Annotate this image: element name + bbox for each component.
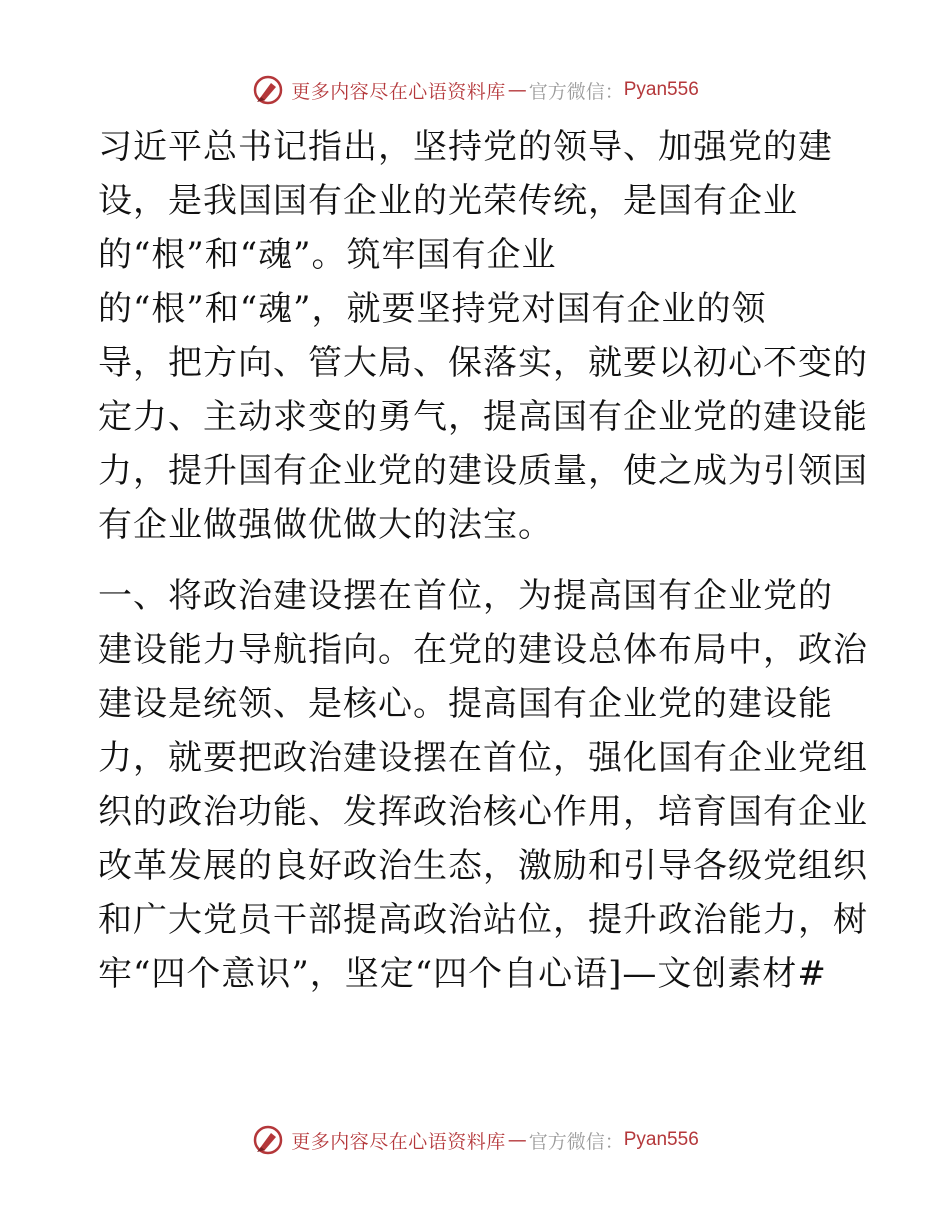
banner-wechat-label: 官方微信： bbox=[528, 80, 624, 103]
text-line: 建设是统领、是核心。提高国有企业党的建设能 bbox=[98, 684, 833, 724]
banner-title: 更多内容尽在心语资料库 bbox=[291, 80, 506, 103]
text-line: 一、将政治建设摆在首位，为提高国有企业党的 bbox=[98, 576, 833, 616]
text-line: 有企业做强做优做大的法宝。 bbox=[98, 505, 553, 545]
text-line: 建设能力导航指向。在党的建设总体布局中，政治 bbox=[98, 630, 868, 670]
text-line: 的“根”和“魂”。筑牢国有企业 bbox=[98, 235, 557, 275]
header-banner bbox=[0, 70, 950, 110]
text-line: 改革发展的良好政治生态，激励和引导各级党组织 bbox=[98, 846, 868, 886]
document-body bbox=[98, 120, 868, 1001]
pen-logo-icon bbox=[251, 1123, 285, 1157]
text-line: 力，就要把政治建设摆在首位，强化国有企业党组 bbox=[98, 738, 868, 778]
banner-wechat-label: 官方微信： bbox=[528, 1130, 624, 1153]
text-line: 设，是我国国有企业的光荣传统，是国有企业 bbox=[98, 181, 798, 221]
paragraph-1 bbox=[98, 120, 868, 552]
paragraph-2 bbox=[98, 569, 868, 1001]
text-line: 织的政治功能、发挥政治核心作用，培育国有企业 bbox=[98, 792, 868, 832]
text-line: 的“根”和“魂”，就要坚持党对国有企业的领 bbox=[98, 289, 767, 329]
banner-wechat-id: Pyan556 bbox=[623, 1129, 699, 1150]
banner-title: 更多内容尽在心语资料库 bbox=[291, 1130, 506, 1153]
text-line: 导，把方向、管大局、保落实，就要以初心不变的 bbox=[98, 343, 868, 383]
paragraph-gap bbox=[98, 552, 858, 569]
banner-separator: — bbox=[507, 1129, 527, 1151]
text-line: 定力、主动求变的勇气，提高国有企业党的建设能 bbox=[98, 397, 868, 437]
text-line: 牢“四个意识”，坚定“四个自心语]—文创素材# bbox=[98, 954, 827, 994]
pen-logo-icon bbox=[251, 73, 285, 107]
banner-separator: — bbox=[507, 79, 527, 101]
text-line: 习近平总书记指出，坚持党的领导、加强党的建 bbox=[98, 127, 833, 167]
banner-wechat-id: Pyan556 bbox=[623, 79, 699, 100]
text-line: 和广大党员干部提高政治站位，提升政治能力，树 bbox=[98, 900, 868, 940]
text-line: 力，提升国有企业党的建设质量，使之成为引领国 bbox=[98, 451, 868, 491]
footer-banner bbox=[0, 1120, 950, 1160]
